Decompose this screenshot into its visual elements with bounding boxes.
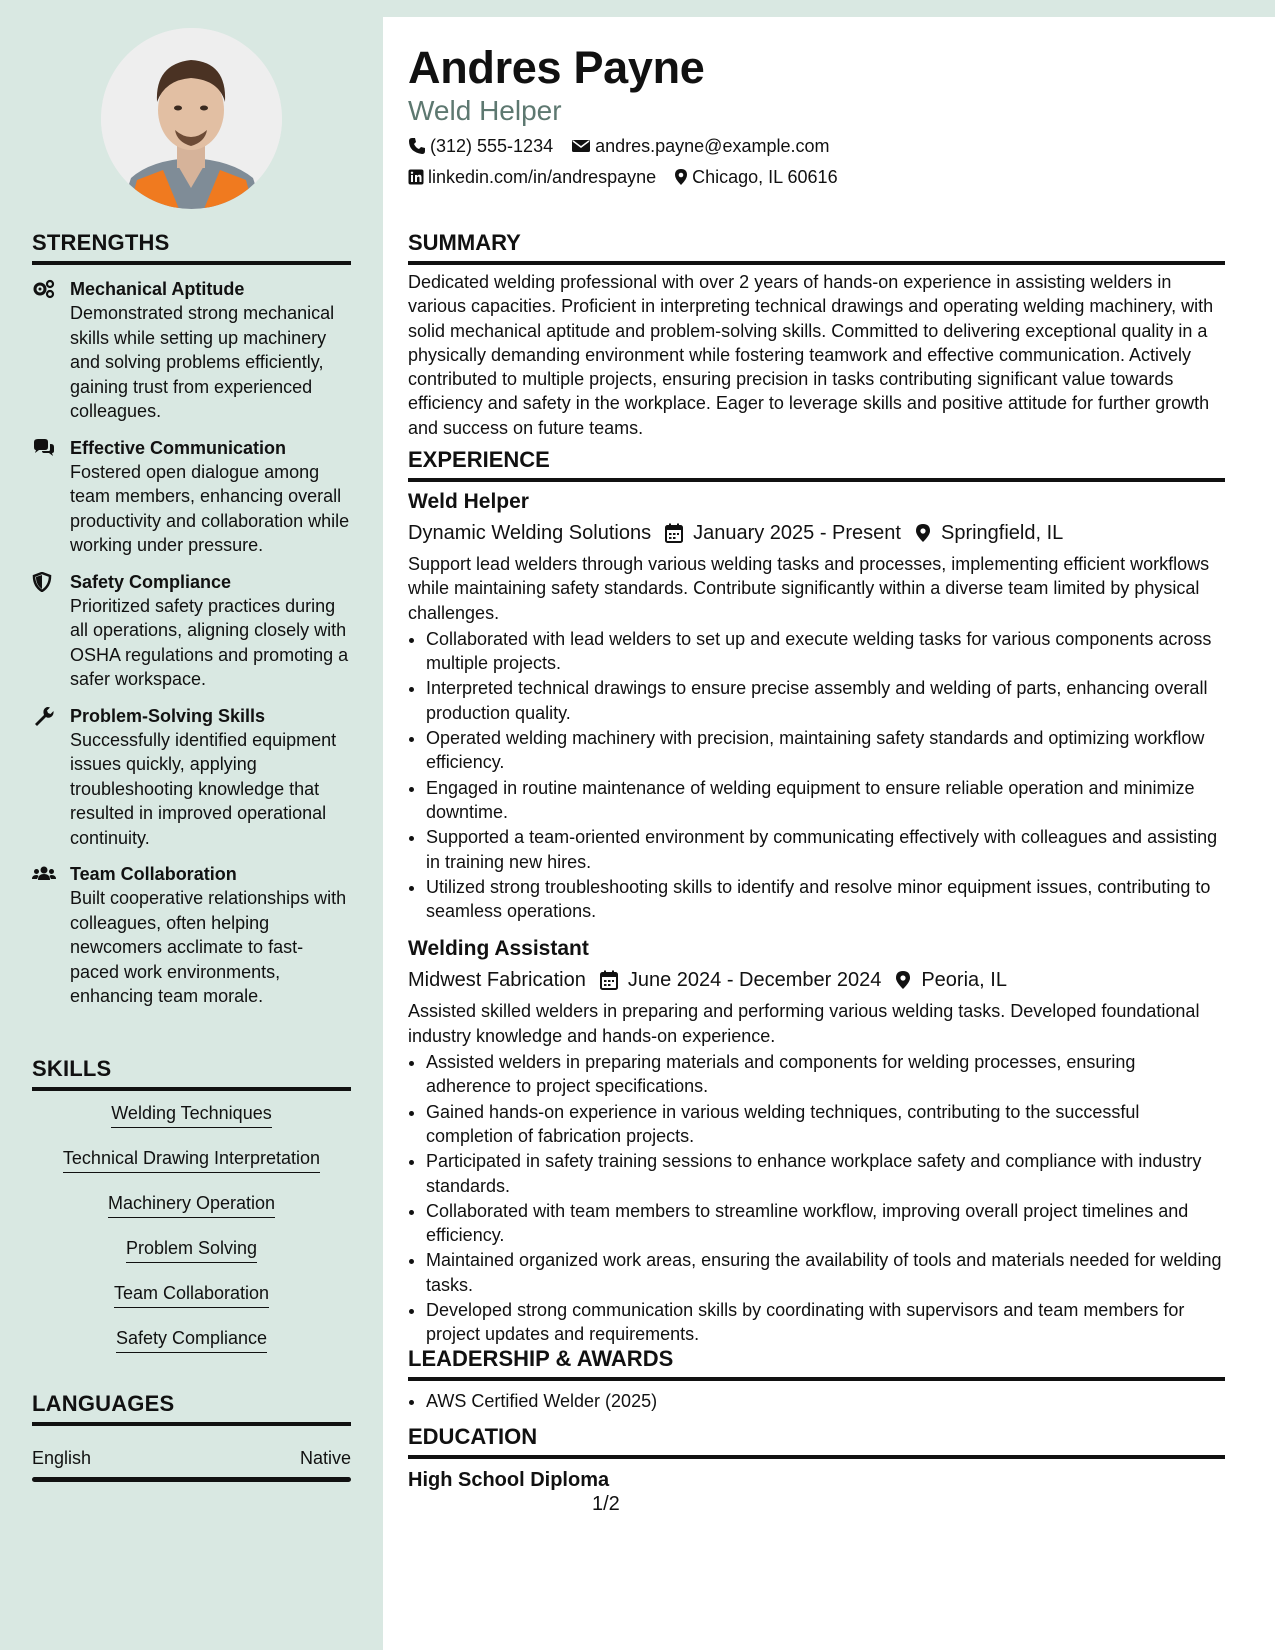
language-name: English (32, 1448, 92, 1468)
awards-section (408, 1346, 1225, 1414)
contact-row-2 (408, 165, 1225, 189)
phone-text: (312) 555-1234 (430, 136, 554, 156)
comments-icon (32, 438, 56, 458)
strength-description: Prioritized safety practices during all operations, aligning closely with OSHA regulations and promoting a safer workspace. (70, 595, 349, 689)
skill-item: Team Collaboration (114, 1281, 269, 1308)
strength-description: Fostered open dialogue among team members, enhancing overall productivity and collaboration while working under pressure. (70, 461, 350, 555)
calendar-icon (600, 970, 618, 990)
sidebar (0, 0, 383, 1650)
strength-description: Built cooperative relationships with colleagues, often helping newcomers acclimate to fast-paced work environments, enhancing team morale. (70, 888, 347, 1006)
skills-heading: SKILLS (32, 1056, 351, 1091)
job-description: Support lead welders through various welding tasks and processes, implementing efficient workflows while maintaining safety standards. Contribute significantly within a diverse team limited by physical challenges. (408, 554, 1210, 623)
skill-item: Welding Techniques (111, 1101, 271, 1128)
users-icon (32, 864, 56, 884)
job-meta (408, 966, 1225, 994)
job-description: Assisted skilled welders in preparing and performing various welding tasks. Developed foundational industry knowledge and hands-on experience. (408, 1001, 1200, 1046)
awards-heading: LEADERSHIP & AWARDS (408, 1346, 1225, 1381)
job-bullets (408, 1050, 1225, 1347)
strength-item (32, 436, 351, 558)
skills-list (32, 1101, 351, 1371)
strength-description: Demonstrated strong mechanical skills while setting up machinery and solving problems efficiently, gaining trust from experienced colleagues. (70, 303, 335, 421)
header (408, 42, 1225, 189)
map-pin-icon (895, 970, 911, 990)
phone-icon (408, 137, 426, 155)
job-meta (408, 519, 1225, 547)
summary-heading: SUMMARY (408, 230, 1225, 265)
candidate-title: Weld Helper (408, 95, 562, 126)
linkedin-text: linkedin.com/in/andrespayne (428, 167, 657, 187)
strength-title: Effective Communication (70, 437, 287, 458)
page-number: 1/2 (592, 1493, 620, 1515)
job-bullet: • Developed strong communication skills by coordinating with supervisors and team members for project updates and requirements. (426, 1298, 1225, 1347)
strength-title: Team Collaboration (70, 864, 237, 884)
job-location: Springfield, IL (940, 522, 1064, 544)
strength-item (32, 277, 351, 424)
strengths-heading: STRENGTHS (32, 230, 351, 265)
location-text: Chicago, IL 60616 (692, 167, 838, 187)
email-text: andres.payne@example.com (595, 136, 830, 156)
skills-section (32, 1056, 351, 1371)
calendar-icon (665, 523, 683, 543)
linkedin[interactable] (408, 165, 656, 189)
job-bullets (408, 627, 1225, 924)
job-bullet: • Participated in safety training sessions to enhance workplace safety and compliance with industry standards. (426, 1149, 1225, 1198)
strengths-section (32, 230, 351, 1009)
summary-section (408, 230, 1225, 440)
job-company: Dynamic Welding Solutions (408, 522, 652, 544)
contact-row-1 (408, 134, 1225, 158)
languages-heading: LANGUAGES (32, 1391, 351, 1426)
language-row (32, 1448, 351, 1469)
strength-title: Safety Compliance (70, 571, 232, 592)
strength-item (32, 570, 351, 692)
map-pin-icon (915, 523, 931, 543)
strength-title: Problem-Solving Skills (70, 705, 266, 726)
strength-title: Mechanical Aptitude (70, 279, 245, 299)
skill-item: Machinery Operation (108, 1191, 275, 1218)
job-bullet: • Collaborated with team members to streamline workflow, improving overall project timelines and efficiency. (426, 1199, 1225, 1248)
strength-description: Successfully identified equipment issues quickly, applying troubleshooting knowledge that resulted in improved operational continuity. (70, 729, 337, 848)
job-bullet: • Utilized strong troubleshooting skills to identify and resolve minor equipment issues, contributing to seamless operations. (426, 875, 1225, 924)
language-proficiency-bar (32, 1477, 351, 1482)
education-heading: EDUCATION (408, 1424, 1225, 1459)
gears-icon (32, 279, 56, 299)
wrench-icon (32, 706, 56, 726)
job-entry (408, 488, 1225, 923)
skill-item: Safety Compliance (116, 1326, 267, 1353)
language-level: Native (299, 1448, 351, 1468)
candidate-name: Andres Payne (408, 42, 705, 93)
languages-section (32, 1391, 351, 1482)
job-bullet: • Operated welding machinery with precision, maintaining safety standards and optimizing workflow efficiency. (426, 726, 1225, 775)
job-entry (408, 935, 1225, 1346)
job-bullet: • Maintained organized work areas, ensuring the availability of tools and materials needed for welding tasks. (426, 1248, 1225, 1297)
experience-heading: EXPERIENCE (408, 447, 1225, 482)
job-bullet: • Supported a team-oriented environment by communicating effectively with colleagues and assisting in training new hires. (426, 825, 1225, 874)
experience-section (408, 447, 1225, 1348)
job-location: Peoria, IL (921, 969, 1007, 992)
map-pin-icon (674, 168, 688, 186)
shield-icon (32, 572, 56, 592)
skill-item: Technical Drawing Interpretation (63, 1146, 320, 1173)
job-dates: January 2025 - Present (693, 522, 901, 544)
location (674, 165, 837, 189)
skill-item: Problem Solving (126, 1236, 257, 1263)
job-role: Weld Helper (408, 490, 529, 513)
job-bullet: • Interpreted technical drawings to ensure precise assembly and welding of parts, enhancing overall production quality. (426, 676, 1225, 725)
email[interactable] (571, 134, 829, 158)
job-bullet: • Collaborated with lead welders to set up and execute welding tasks for various components across multiple projects. (426, 627, 1225, 676)
strength-item (32, 704, 351, 851)
linkedin-icon (408, 169, 424, 185)
envelope-icon (571, 138, 591, 154)
job-role: Welding Assistant (408, 937, 589, 961)
education-degree: High School Diploma (408, 1469, 610, 1491)
job-bullet: • Assisted welders in preparing materials and components for welding processes, ensuring adherence to project specifications. (426, 1050, 1225, 1099)
awards-list (408, 1389, 1225, 1413)
avatar-illustration (101, 28, 282, 209)
education-section (408, 1424, 1225, 1492)
job-bullet: • Gained hands-on experience in various welding techniques, contributing to the successful completion of fabrication projects. (426, 1100, 1225, 1149)
job-company: Midwest Fabrication (408, 969, 586, 992)
award-item: • AWS Certified Welder (2025) (426, 1389, 1225, 1413)
phone[interactable] (408, 134, 553, 158)
profile-photo (101, 28, 282, 209)
strength-item (32, 862, 351, 1009)
job-dates: June 2024 - December 2024 (627, 969, 882, 992)
job-bullet: • Engaged in routine maintenance of welding equipment to ensure reliable operation and minimize downtime. (426, 776, 1225, 825)
summary-text: Dedicated welding professional with over 2 years of hands-on experience in assisting welders in various capacities. Proficient in interpreting technical drawings and operating welding machinery, with solid mechanical aptitude and problem-solving skills. Committed to delivering exceptional quality in a physically demanding environment while fostering teamwork and effective communication. Actively contributed to multiple projects, ensuring precision in tasks contributing significant value towards efficiency and safety in the workplace. Eager to leverage skills and positive attitude for further growth and success on future teams. (408, 272, 1214, 438)
